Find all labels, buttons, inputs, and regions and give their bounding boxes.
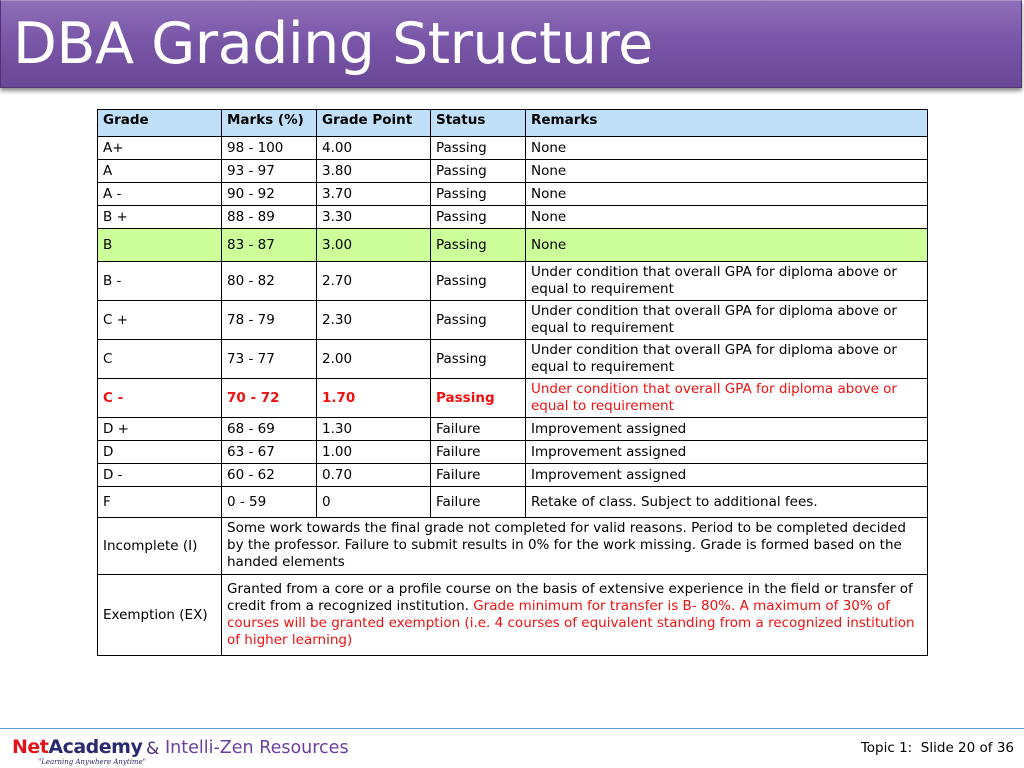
- table-row-incomplete: [98, 518, 928, 575]
- cell-grade: C +: [98, 301, 222, 340]
- cell-point: 2.70: [317, 262, 431, 301]
- exemption-text-highlight: Grade minimum for transfer is B- 80%. A maximum of 30% of courses will be granted exemption (i.e. 4 courses of equivalent standing from a recognized institution of higher learning): [227, 598, 915, 648]
- cell-grade: B: [98, 229, 222, 262]
- table-row: [98, 262, 928, 301]
- cell-grade: B +: [98, 206, 222, 229]
- table-row: [98, 418, 928, 441]
- cell-grade: D: [98, 441, 222, 464]
- cell-status: Failure: [431, 464, 526, 487]
- cell-marks: 80 - 82: [222, 262, 317, 301]
- cell-status: Failure: [431, 487, 526, 518]
- grading-table: [97, 109, 928, 656]
- table-header-row: [98, 110, 928, 137]
- cell-remarks: None: [526, 183, 928, 206]
- cell-marks: 78 - 79: [222, 301, 317, 340]
- cell-grade: F: [98, 487, 222, 518]
- header-grade: Grade: [98, 110, 222, 137]
- cell-point: 1.70: [317, 379, 431, 418]
- cell-point: 3.00: [317, 229, 431, 262]
- cell-point: 1.00: [317, 441, 431, 464]
- cell-remarks: None: [526, 229, 928, 262]
- cell-status: Passing: [431, 229, 526, 262]
- cell-grade: A: [98, 160, 222, 183]
- cell-marks: 63 - 67: [222, 441, 317, 464]
- header-status: Status: [431, 110, 526, 137]
- cell-grade: D +: [98, 418, 222, 441]
- table-row-exemption: [98, 575, 928, 656]
- cell-marks: 73 - 77: [222, 340, 317, 379]
- cell-remarks: None: [526, 137, 928, 160]
- cell-grade: A+: [98, 137, 222, 160]
- cell-point: 3.70: [317, 183, 431, 206]
- cell-remarks: Retake of class. Subject to additional fees.: [526, 487, 928, 518]
- logo-academy: Academy: [48, 736, 143, 758]
- cell-marks: 93 - 97: [222, 160, 317, 183]
- table-row: [98, 206, 928, 229]
- logo-net: Net: [12, 736, 49, 758]
- cell-marks: 88 - 89: [222, 206, 317, 229]
- header-grade-point: Grade Point: [317, 110, 431, 137]
- table-row-emphasized: [98, 379, 928, 418]
- cell-marks: 83 - 87: [222, 229, 317, 262]
- cell-status: Passing: [431, 301, 526, 340]
- slide-title: DBA Grading Structure: [13, 11, 653, 77]
- cell-status: Passing: [431, 183, 526, 206]
- cell-status: Passing: [431, 137, 526, 160]
- cell-status: Passing: [431, 379, 526, 418]
- cell-marks: 60 - 62: [222, 464, 317, 487]
- table-row: [98, 301, 928, 340]
- cell-grade: B -: [98, 262, 222, 301]
- cell-remarks: None: [526, 160, 928, 183]
- partner-name: Intelli-Zen Resources: [165, 738, 349, 758]
- cell-remarks: None: [526, 206, 928, 229]
- cell-status: Failure: [431, 441, 526, 464]
- cell-point: 0: [317, 487, 431, 518]
- cell-grade: A -: [98, 183, 222, 206]
- cell-marks: 0 - 59: [222, 487, 317, 518]
- cell-status: Passing: [431, 160, 526, 183]
- cell-marks: 98 - 100: [222, 137, 317, 160]
- cell-exemption-text: [222, 575, 928, 656]
- cell-remarks: Under condition that overall GPA for diploma above or equal to requirement: [526, 379, 928, 418]
- table-row: [98, 137, 928, 160]
- cell-point: 2.30: [317, 301, 431, 340]
- table-row: [98, 464, 928, 487]
- netacademy-logo: [12, 736, 146, 768]
- cell-grade: C -: [98, 379, 222, 418]
- table-row-highlighted: [98, 229, 928, 262]
- cell-marks: 90 - 92: [222, 183, 317, 206]
- cell-status: Passing: [431, 262, 526, 301]
- cell-point: 0.70: [317, 464, 431, 487]
- logo-tagline: "Learning Anywhere Anytime": [38, 758, 146, 766]
- footer-divider: [0, 728, 1024, 729]
- exemption-text-main: Granted from a core or a profile course on the basis of extensive experience in the field or transfer of credit from a recognized institution.: [227, 581, 913, 614]
- cell-point: 3.30: [317, 206, 431, 229]
- cell-point: 4.00: [317, 137, 431, 160]
- slide-counter: Topic 1: Slide 20 of 36: [860, 740, 1014, 756]
- cell-point: 1.30: [317, 418, 431, 441]
- table-row: [98, 441, 928, 464]
- cell-marks: 70 - 72: [222, 379, 317, 418]
- cell-incomplete-label: Incomplete (I): [98, 518, 222, 575]
- cell-remarks: Under condition that overall GPA for diploma above or equal to requirement: [526, 262, 928, 301]
- cell-remarks: Improvement assigned: [526, 464, 928, 487]
- cell-marks: 68 - 69: [222, 418, 317, 441]
- cell-status: Passing: [431, 206, 526, 229]
- cell-remarks: Under condition that overall GPA for diploma above or equal to requirement: [526, 340, 928, 379]
- cell-remarks: Improvement assigned: [526, 441, 928, 464]
- table-row: [98, 160, 928, 183]
- brand-ampersand: &: [146, 739, 160, 759]
- cell-status: Failure: [431, 418, 526, 441]
- cell-grade: D -: [98, 464, 222, 487]
- header-marks: Marks (%): [222, 110, 317, 137]
- cell-point: 3.80: [317, 160, 431, 183]
- cell-grade: C: [98, 340, 222, 379]
- table-row: [98, 340, 928, 379]
- table-row: [98, 487, 928, 518]
- cell-incomplete-text: Some work towards the final grade not completed for valid reasons. Period to be completed decided by the professor. Failure to submit results in 0% for the work missing. Grade is formed based on the handed elements: [222, 518, 928, 575]
- cell-remarks: Under condition that overall GPA for diploma above or equal to requirement: [526, 301, 928, 340]
- cell-point: 2.00: [317, 340, 431, 379]
- cell-remarks: Improvement assigned: [526, 418, 928, 441]
- cell-exemption-label: Exemption (EX): [98, 575, 222, 656]
- logo-wordmark: [12, 736, 146, 758]
- header-remarks: Remarks: [526, 110, 928, 137]
- cell-status: Passing: [431, 340, 526, 379]
- title-bar: [0, 0, 1022, 88]
- table-row: [98, 183, 928, 206]
